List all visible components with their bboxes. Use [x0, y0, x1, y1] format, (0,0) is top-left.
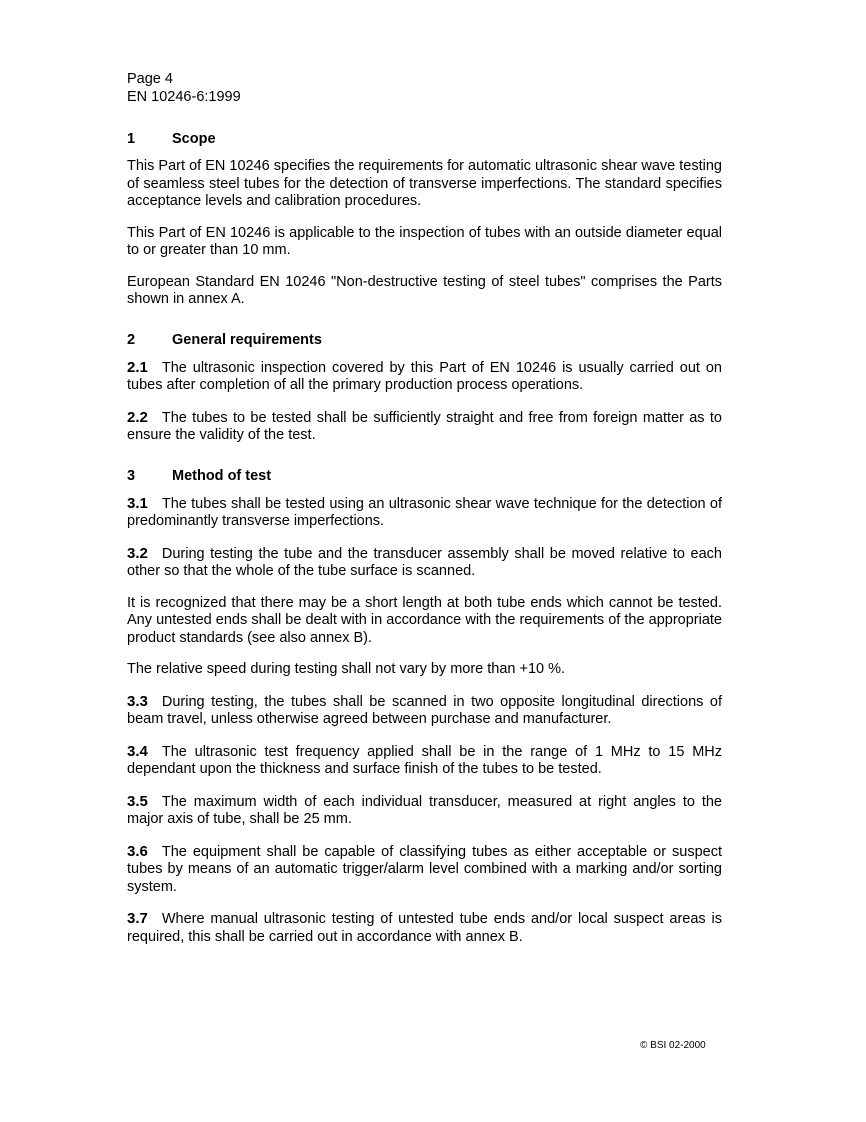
section-heading-general: 2 General requirements: [127, 331, 322, 348]
scope-paragraph-2: This Part of EN 10246 is applicable to the inspection of tubes with an outside diameter equal to or greater than 10 mm.: [127, 224, 722, 258]
clause-3-6: 3.6 The equipment shall be capable of classifying tubes as either acceptable or suspect tubes by means of an automatic trigger/alarm level combined with a marking and/or sorting system.: [127, 842, 722, 895]
clause-3-7: 3.7 Where manual ultrasonic testing of untested tube ends and/or local suspect areas is required, this shall be carried out in accordance with annex B.: [127, 910, 722, 945]
standard-id: EN 10246-6:1999: [127, 89, 241, 105]
copyright-footer: © BSI 02-2000: [640, 1040, 706, 1051]
clause-3-4: 3.4 The ultrasonic test frequency applied shall be in the range of 1 MHz to 15 MHz dependant upon the thickness and surface finish of the tubes to be tested.: [127, 742, 722, 777]
section-heading-scope: 1 Scope: [127, 131, 216, 147]
clause-3-2: 3.2 During testing the tube and the transducer assembly shall be moved relative to each other so that the whole of the tube surface is scanned.: [127, 544, 722, 579]
clause-3-2-paragraph-3: The relative speed during testing shall not vary by more than +10 %.: [127, 661, 566, 677]
clause-3-5: 3.5 The maximum width of each individual transducer, measured at right angles to the major axis of tube, shall be 25 mm.: [127, 792, 722, 827]
scope-paragraph-1: This Part of EN 10246 specifies the requirements for automatic ultrasonic shear wave testing of seamless steel tubes for the detection of transverse imperfections. The standard specifies acceptance levels and calibration procedures.: [127, 158, 722, 209]
document-page: [127, 70, 722, 946]
clause-2-1: 2.1 The ultrasonic inspection covered by this Part of EN 10246 is usually carried out on tubes after completion of all the primary production process operations.: [127, 358, 722, 393]
section-heading-method: 3 Method of test: [127, 467, 272, 484]
scope-paragraph-3: European Standard EN 10246 "Non-destructive testing of steel tubes" comprises the Parts shown in annex A.: [127, 273, 722, 307]
clause-3-3: 3.3 During testing, the tubes shall be scanned in two opposite longitudinal directions of beam travel, unless otherwise agreed between purchase and manufacturer.: [127, 692, 722, 727]
page-number: Page 4: [127, 71, 173, 87]
clause-3-2-paragraph-2: It is recognized that there may be a short length at both tube ends which cannot be tested. Any untested ends shall be dealt with in accordance with the requirements of the appropriate product standards (see also annex B).: [127, 594, 722, 646]
clause-3-1: 3.1 The tubes shall be tested using an ultrasonic shear wave technique for the detection of predominantly transverse imperfections.: [127, 494, 722, 529]
clause-2-2: 2.2 The tubes to be tested shall be sufficiently straight and free from foreign matter as to ensure the validity of the test.: [127, 408, 722, 443]
